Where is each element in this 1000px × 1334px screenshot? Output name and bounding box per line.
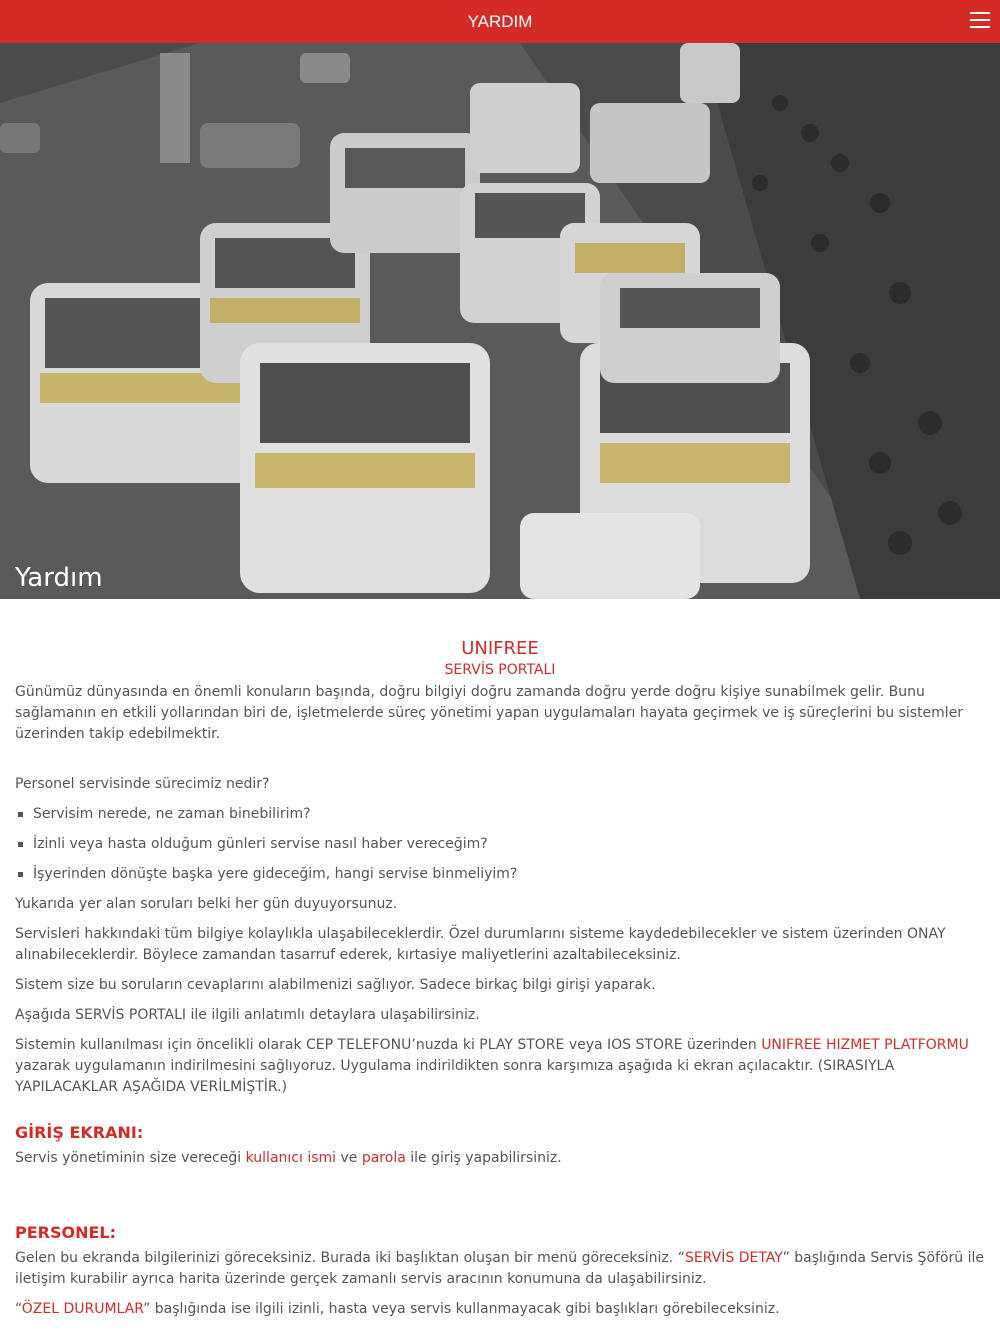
body-paragraph-4: Aşağıda SERVİS PORTALI ile ilgili anlatımlı detaylara ulaşabilirsiniz.	[15, 1007, 480, 1023]
personnel-heading: PERSONEL:	[15, 1223, 117, 1242]
page-title: YARDIM	[467, 12, 533, 31]
body-paragraph-5	[15, 1035, 985, 1098]
hero-illustration	[0, 43, 1000, 599]
text: ” başlığında Servis Şöförü ile iletişim kurabilir ayrıca harita üzerinde gerçek zamanlı servis aracının konumuna da ulaşabilirsiniz.	[15, 1250, 984, 1287]
intro-paragraph: Günümüz dünyasında en önemli konuların başında, doğru bilgiyi doğru zamanda doğru yerde doğru kişiye sunabilmek gelir. Bunu sağlamanın en etkili yollarından biri de, işletmelerde süreç yönetimi yapan uygulamaları hayata geçirmek ve iş süreçlerini bu sistemler üzerinden takip edebilmektir.	[15, 684, 964, 742]
list-item	[15, 864, 985, 885]
bullet-icon	[18, 842, 23, 847]
questions-list	[15, 804, 985, 885]
personnel-paragraph-1	[15, 1248, 985, 1290]
top-bar	[0, 0, 1000, 43]
password-link[interactable]: parola	[361, 1150, 406, 1166]
service-detail-link[interactable]: SERVİS DETAY	[684, 1250, 783, 1266]
text: “	[15, 1301, 22, 1317]
special-cases-link[interactable]: ÖZEL DURUMLAR	[21, 1301, 144, 1317]
text: Sistemin kullanılması için öncelikli olarak CEP TELEFONU’nuzda ki PLAY STORE veya IOS STORE üzerinden	[15, 1037, 762, 1053]
list-item	[15, 834, 985, 855]
login-heading: GİRİŞ EKRANI:	[15, 1123, 144, 1142]
text: ” başlığında ise ilgili izinli, hasta veya servis kullanmayacak gibi başlıkları görebileceksiniz.	[143, 1301, 780, 1317]
hamburger-icon[interactable]	[970, 12, 990, 30]
help-content	[15, 599, 985, 1320]
body-paragraph-1: Yukarıda yer alan soruları belki her gün duyuyorsunuz.	[15, 896, 398, 912]
question-text: Servisim nerede, ne zaman binebilirim?	[33, 806, 311, 822]
login-paragraph	[15, 1148, 985, 1169]
brand-title: UNIFREE	[461, 638, 539, 659]
question-text: İşyerinden dönüşte başka yere gideceğim, hangi servise binmeliyim?	[33, 866, 518, 882]
bullet-icon	[18, 812, 23, 817]
hero-image	[0, 43, 1000, 599]
personnel-paragraph-2	[15, 1299, 985, 1320]
question-text: İzinli veya hasta olduğum günleri servise nasıl haber vereceğim?	[33, 836, 488, 852]
list-item	[15, 804, 985, 825]
text: ve	[336, 1150, 362, 1166]
username-link[interactable]: kullanıcı ismi	[245, 1150, 337, 1166]
body-paragraph-3: Sistem size bu soruların cevaplarını alabilmenizi sağlıyor. Sadece birkaç bilgi girişi yaparak.	[15, 977, 656, 993]
bullet-icon	[18, 872, 23, 877]
text: Gelen bu ekranda bilgilerinizi göreceksiniz. Burada iki başlıktan oluşan bir menü göreceksiniz. “	[15, 1250, 685, 1266]
text: Servis yönetiminin size vereceği	[15, 1150, 246, 1166]
hero-caption: Yardım	[15, 563, 103, 593]
body-paragraph-2: Servisleri hakkındaki tüm bilgiye kolaylıkla ulaşabileceklerdir. Özel durumlarını sisteme kaydedebilecekler ve sistem üzerinden ONAY alınabileceklerdir. Böylece zamandan tasarruf ederek, kırtasiye maliyetlerini azaltabileceksiniz.	[15, 926, 946, 963]
text: yazarak uygulamanın indirilmesini sağlıyoruz. Uygulama indirildikten sonra karşımıza aşağıda ki ekran açılacaktır. (SIRASIYLA YAPILACAKLAR AŞAĞIDA VERİLMİŞTİR.)	[15, 1058, 895, 1095]
questions-lead: Personel servisinde sürecimiz nedir?	[15, 776, 270, 792]
portal-subtitle: SERVİS PORTALI	[444, 662, 556, 678]
app-name-link[interactable]: UNIFREE HIZMET PLATFORMU	[761, 1037, 969, 1053]
text: ile giriş yapabilirsiniz.	[405, 1150, 562, 1166]
